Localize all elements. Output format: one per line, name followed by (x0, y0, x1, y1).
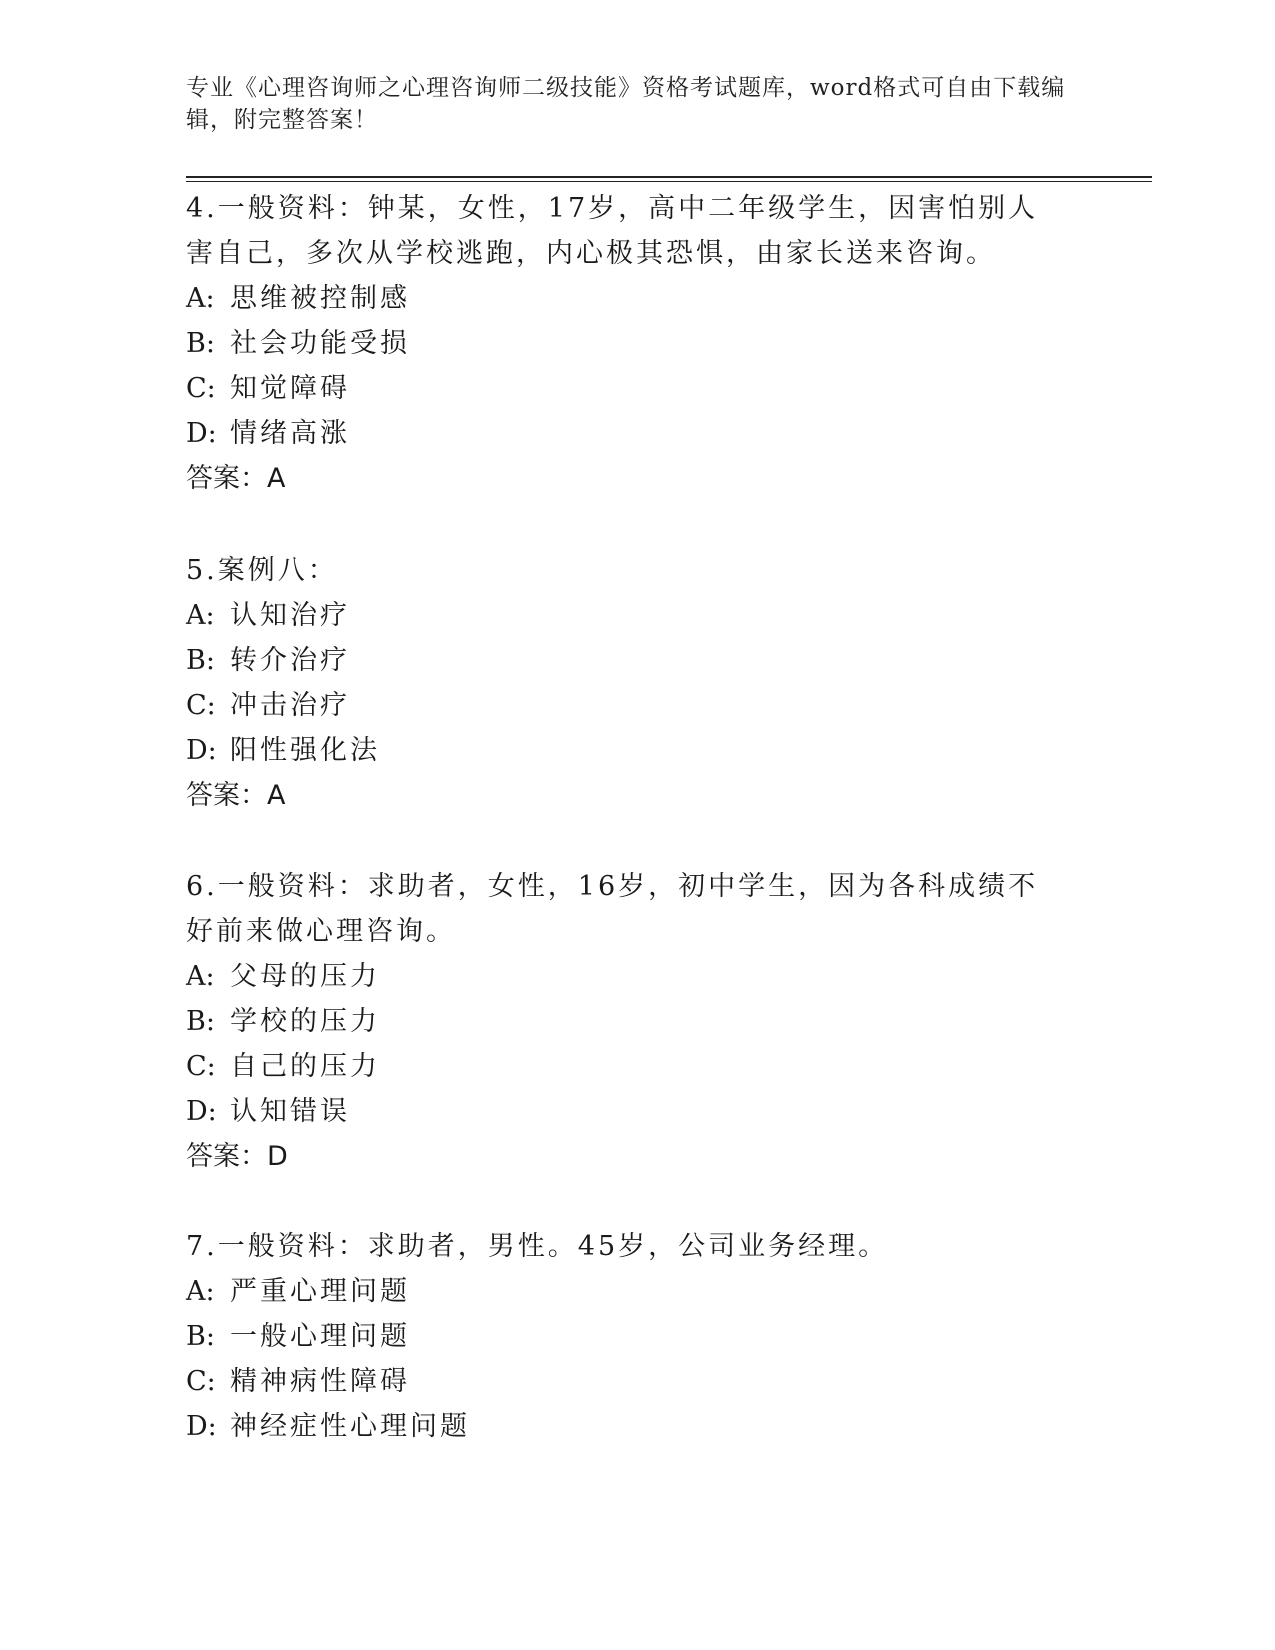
option-a (186, 1269, 1066, 1314)
option-b (186, 321, 1066, 366)
option-text: 父母的压力 (230, 961, 380, 992)
option-letter: B: (186, 1006, 215, 1037)
option-b (186, 638, 1066, 683)
option-text: 严重心理问题 (230, 1276, 410, 1307)
option-b (186, 999, 1066, 1044)
option-text: 知觉障碍 (230, 373, 350, 404)
option-c (186, 1044, 1066, 1089)
option-text: 思维被控制感 (230, 283, 410, 314)
option-letter: C: (186, 690, 216, 721)
question-stem: 6.一般资料：求助者，女性，16岁，初中学生，因为各科成绩不好前来做心理咨询。 (186, 871, 1039, 947)
option-letter: A: (186, 961, 215, 992)
question-6 (186, 864, 1066, 1179)
option-text: 认知错误 (230, 1096, 350, 1127)
option-d (186, 728, 1066, 773)
question-5 (186, 548, 1066, 818)
option-text: 学校的压力 (230, 1006, 380, 1037)
option-letter: A: (186, 1276, 215, 1307)
option-text: 情绪高涨 (230, 418, 350, 449)
option-c (186, 366, 1066, 411)
option-b (186, 1314, 1066, 1359)
option-letter: A: (186, 283, 215, 314)
question-7 (186, 1224, 1066, 1449)
option-letter: B: (186, 645, 215, 676)
question-stem: 5.案例八： (186, 555, 338, 586)
option-d (186, 1089, 1066, 1134)
option-a (186, 954, 1066, 999)
option-letter: C: (186, 373, 216, 404)
option-letter: D: (186, 418, 217, 449)
option-letter: D: (186, 735, 217, 766)
option-c (186, 1359, 1066, 1404)
document-header: 专业《心理咨询师之心理咨询师二级技能》资格考试题库，word格式可自由下载编辑，附完整答案！ (186, 75, 1066, 133)
option-a (186, 276, 1066, 321)
option-text: 自己的压力 (230, 1051, 380, 1082)
option-letter: A: (186, 600, 215, 631)
header-divider-thick (186, 176, 1152, 178)
question-stem: 7.一般资料：求助者，男性。45岁，公司业务经理。 (186, 1231, 889, 1262)
option-text: 冲击治疗 (230, 690, 350, 721)
option-text: 阳性强化法 (230, 735, 380, 766)
option-letter: C: (186, 1366, 216, 1397)
option-letter: D: (186, 1411, 217, 1442)
option-text: 社会功能受损 (230, 328, 410, 359)
answer-line: 答案：D (186, 1141, 288, 1172)
option-text: 转介治疗 (230, 645, 350, 676)
question-stem: 4.一般资料：钟某，女性，17岁，高中二年级学生，因害怕别人害自己，多次从学校逃跑，内心极其恐惧，由家长送来咨询。 (186, 193, 1039, 269)
question-4 (186, 186, 1066, 501)
option-c (186, 683, 1066, 728)
option-text: 一般心理问题 (230, 1321, 410, 1352)
option-text: 精神病性障碍 (230, 1366, 410, 1397)
header-divider-thin (186, 181, 1152, 182)
option-letter: B: (186, 328, 215, 359)
option-text: 神经症性心理问题 (230, 1411, 470, 1442)
option-text: 认知治疗 (230, 600, 350, 631)
option-letter: B: (186, 1321, 215, 1352)
option-letter: D: (186, 1096, 217, 1127)
option-a (186, 593, 1066, 638)
option-d (186, 411, 1066, 456)
answer-line: 答案：A (186, 463, 286, 494)
option-d (186, 1404, 1066, 1449)
option-letter: C: (186, 1051, 216, 1082)
answer-line: 答案：A (186, 780, 286, 811)
